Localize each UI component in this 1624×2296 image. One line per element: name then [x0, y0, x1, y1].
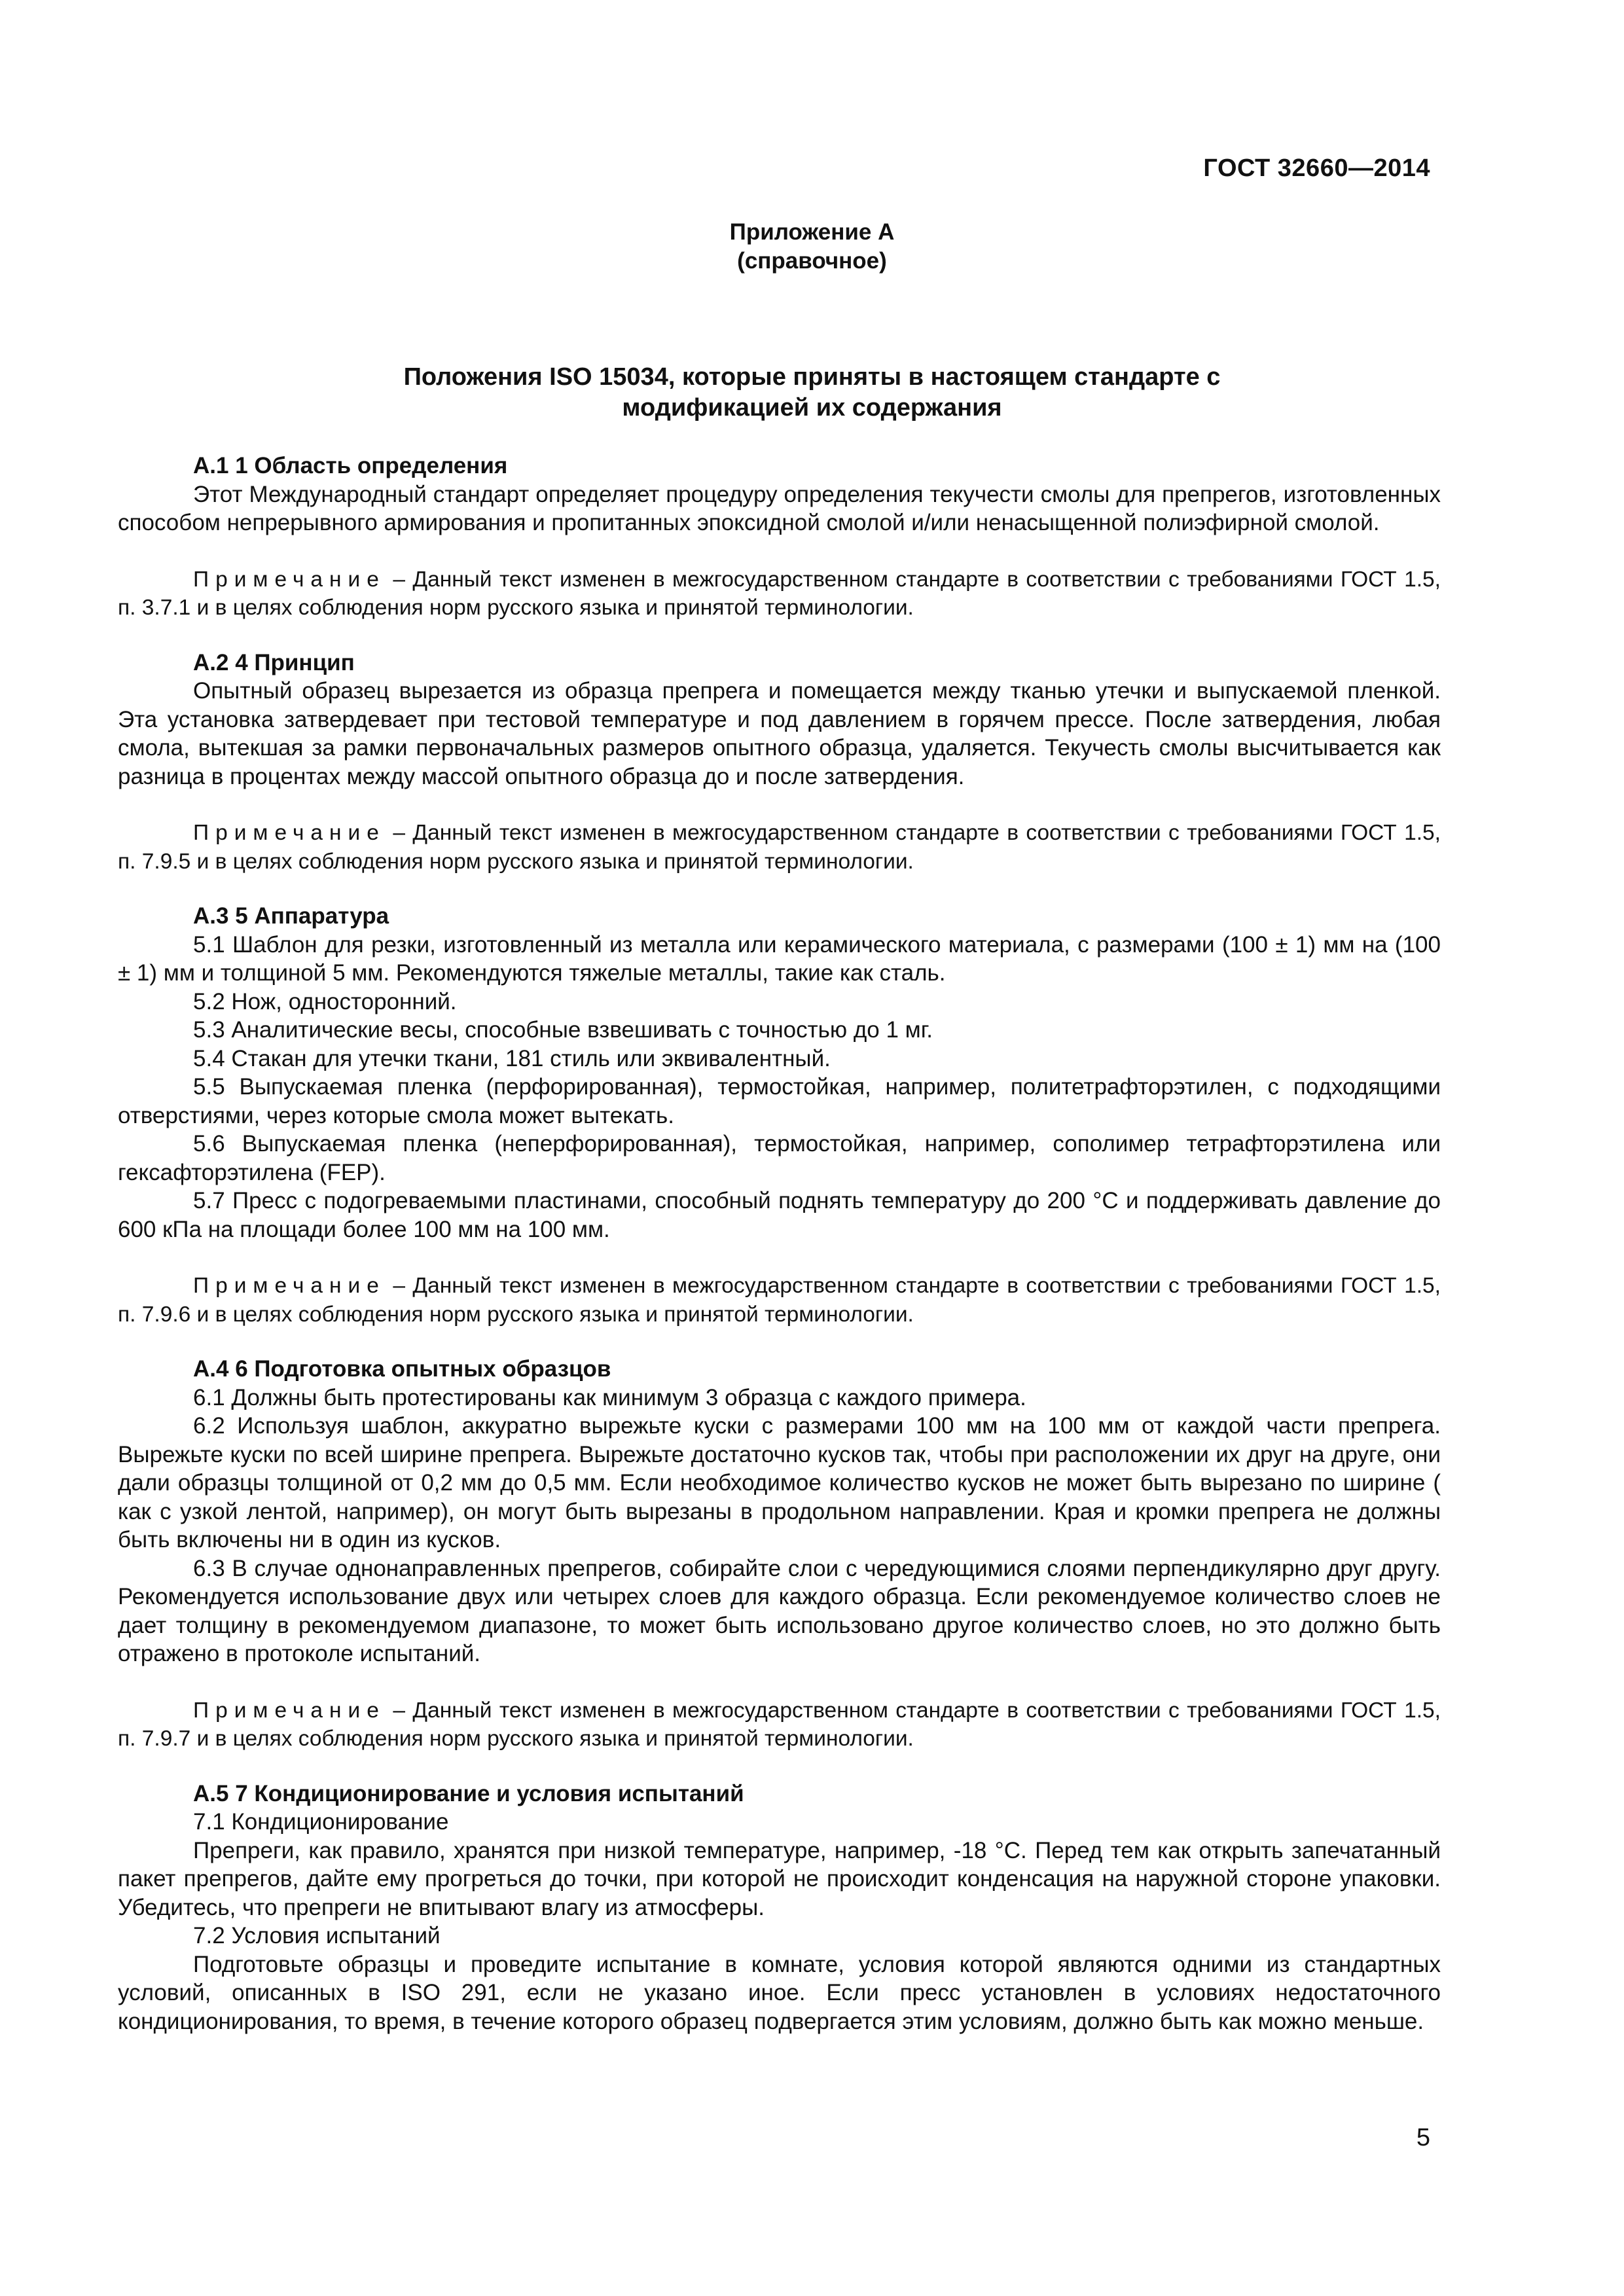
- section-paragraph: 5.5 Выпускаемая пленка (перфорированная), термостойкая, например, политетрафторэтилен, с подходящими отверстиями, через которые смола может вытекать.: [118, 1074, 1441, 1128]
- section-paragraph: 6.1 Должны быть протестированы как минимум 3 образца с каждого примера.: [193, 1384, 1026, 1410]
- section-heading: А.4 6 Подготовка опытных образцов: [193, 1356, 611, 1382]
- page-number: 5: [1416, 2124, 1430, 2151]
- section-heading: А.3 5 Аппаратура: [193, 903, 389, 929]
- note-label: Примечание: [193, 567, 386, 592]
- document-body: [118, 452, 1441, 2036]
- appendix-type: (справочное): [737, 248, 887, 274]
- section-paragraph: 5.7 Пресс с подогреваемыми пластинами, способный поднять температуру до 200 °C и поддерживать давление до 600 кПа на площади более 100 мм на 100 мм.: [118, 1188, 1441, 1242]
- document-title: [0, 362, 1624, 423]
- section-paragraph: Опытный образец вырезается из образца препрега и помещается между тканью утечки и выпускаемой пленкой. Эта установка затвердевает при тестовой температуре и под давлением в горячем прессе. После затвердения, любая смола, вытекшая за рамки первоначальных размеров опытного образца, удаляется. Текучесть смолы высчитывается как разница в процентах между массой опытного образца до и после затвердения.: [118, 678, 1441, 789]
- appendix-heading: [0, 218, 1624, 276]
- note-label: Примечание: [193, 821, 386, 845]
- note-label: Примечание: [193, 1698, 386, 1723]
- subsection-title: 7.1 Кондиционирование: [193, 1809, 449, 1835]
- section-a3: [118, 902, 1441, 1329]
- section-heading: А.1 1 Область определения: [193, 453, 508, 478]
- note-dash: –: [385, 1698, 413, 1723]
- section-heading: А.2 4 Принцип: [193, 649, 355, 675]
- title-line-2: модификацией их содержания: [622, 394, 1002, 422]
- subsection-title: 7.2 Условия испытаний: [193, 1923, 441, 1948]
- note-dash: –: [385, 567, 413, 592]
- section-paragraph: 5.4 Стакан для утечки ткани, 181 стиль или эквивалентный.: [193, 1045, 831, 1071]
- section-a5: [118, 1780, 1441, 2036]
- section-note: [118, 1272, 1441, 1329]
- title-line-1: Положения ISO 15034, которые приняты в настоящем стандарте с: [403, 363, 1221, 391]
- note-text: Данный текст изменен в межгосударственном стандарте в соответствии с требованиями ГОСТ 1.5, п. 3.7.1 и в целях соблюдения норм русского языка и принятой терминологии.: [118, 567, 1441, 620]
- section-paragraph: 5.6 Выпускаемая пленка (неперфорированная), термостойкая, например, сополимер тетрафторэтилена или гексафторэтилена (FEP).: [118, 1131, 1441, 1185]
- section-paragraph: Подготовьте образцы и проведите испытание в комнате, условия которой являются одними из стандартных условий, описанных в ISO 291, если не указано иное. Если пресс установлен в условиях недостаточного кондиционирования, то время, в течение которого образец подвергается этим условиям, должно быть как можно меньше.: [118, 1951, 1441, 2034]
- appendix-label: Приложение А: [729, 219, 895, 245]
- note-label: Примечание: [193, 1274, 386, 1298]
- note-dash: –: [385, 1274, 413, 1298]
- standard-header: ГОСТ 32660—2014: [1203, 154, 1430, 182]
- note-dash: –: [385, 821, 413, 845]
- section-a2: [118, 649, 1441, 876]
- section-note: [118, 819, 1441, 876]
- note-text: Данный текст изменен в межгосударственном стандарте в соответствии с требованиями ГОСТ 1.5, п. 7.9.6 и в целях соблюдения норм русского языка и принятой терминологии.: [118, 1274, 1441, 1327]
- section-a1: [118, 452, 1441, 622]
- section-note: [118, 1696, 1441, 1753]
- section-paragraph: 5.1 Шаблон для резки, изготовленный из металла или керамического материала, с размерами (100 ± 1) мм на (100 ± 1) мм и толщиной 5 мм. Рекомендуются тяжелые металлы, такие как сталь.: [118, 931, 1441, 986]
- section-paragraph: 6.2 Используя шаблон, аккуратно вырежьте куски с размерами 100 мм на 100 мм от каждой части препрега. Вырежьте куски по всей ширине препрега. Вырежьте достаточно кусков так, чтобы при расположении их друг на друге, они дали образцы толщиной от 0,2 мм до 0,5 мм. Если необходимое количество кусков не может быть вырезано по ширине ( как с узкой лентой, например), он могут быть вырезаны в продольном направлении. Края и кромки препрега не должны быть включены ни в один из кусков.: [118, 1413, 1441, 1552]
- section-paragraph: 6.3 В случае однонаправленных препрегов, собирайте слои с чередующимися слоями перпендикулярно друг другу. Рекомендуется использование двух или четырех слоев для каждого образца. Если рекомендуемое количество слоев не дает толщину в рекомендуемом диапазоне, то может быть использовано другое количество слоев, но это должно быть отражено в протоколе испытаний.: [118, 1555, 1441, 1666]
- section-paragraph: 5.2 Нож, односторонний.: [193, 988, 457, 1014]
- section-paragraph: 5.3 Аналитические весы, способные взвешивать с точностью до 1 мг.: [193, 1017, 933, 1043]
- note-text: Данный текст изменен в межгосударственном стандарте в соответствии с требованиями ГОСТ 1.5, п. 7.9.5 и в целях соблюдения норм русского языка и принятой терминологии.: [118, 821, 1441, 874]
- section-paragraph: Препреги, как правило, хранятся при низкой температуре, например, -18 °C. Перед тем как открыть запечатанный пакет препрегов, дайте ему прогреться до точки, при которой не происходит конденсация на наружной стороне упаковки. Убедитесь, что препреги не впитывают влагу из атмосферы.: [118, 1837, 1441, 1920]
- section-paragraph: Этот Международный стандарт определяет процедуру определения текучести смолы для препрегов, изготовленных способом непрерывного армирования и пропитанных эпоксидной смолой и/или ненасыщенной полиэфирной смолой.: [118, 481, 1441, 535]
- section-a4: [118, 1355, 1441, 1753]
- note-text: Данный текст изменен в межгосударственном стандарте в соответствии с требованиями ГОСТ 1.5, п. 7.9.7 и в целях соблюдения норм русского языка и принятой терминологии.: [118, 1698, 1441, 1751]
- section-heading: А.5 7 Кондиционирование и условия испытаний: [193, 1780, 744, 1806]
- section-note: [118, 565, 1441, 622]
